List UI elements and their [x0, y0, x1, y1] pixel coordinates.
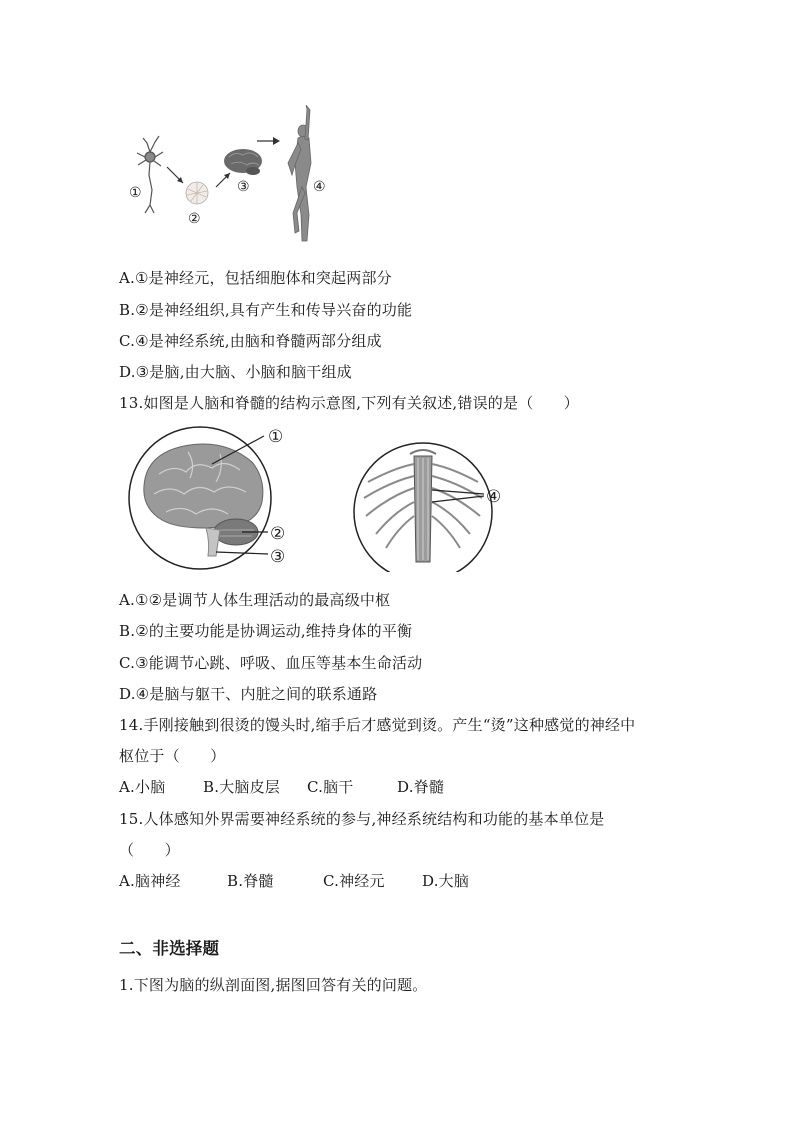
q14-options: [119, 777, 444, 797]
section-heading: 二、非选择题: [119, 939, 220, 958]
q15-options: [119, 871, 469, 891]
marker-4: ④: [313, 179, 326, 195]
q15-stem-line1: 15.人体感知外界需要神经系统的参与,神经系统结构和功能的基本单位是: [119, 810, 605, 828]
q14-option-c: C.脑干: [307, 778, 354, 796]
q15-option-d: D.大脑: [422, 872, 470, 890]
brain-diagram: [129, 427, 271, 569]
q14-option-d: D.脊髓: [397, 778, 445, 796]
q15-option-a: A.脑神经: [119, 872, 181, 890]
marker-1: ①: [129, 185, 142, 201]
marker-cerebrum: ①: [268, 427, 284, 447]
brain-drawing: [224, 149, 262, 175]
q14-option-b: B.大脑皮层: [203, 778, 280, 796]
human-body-drawing: [288, 105, 311, 241]
q12-option-d: D.③是脑,由大脑、小脑和脑干组成: [119, 363, 352, 381]
q13-option-a: A.①②是调节人体生理活动的最高级中枢: [119, 591, 391, 609]
tissue-drawing: [186, 182, 208, 204]
q15-option-b: B.脊髓: [227, 872, 274, 890]
q14-option-a: A.小脑: [119, 778, 166, 796]
marker-2: ②: [188, 211, 201, 227]
marker-3: ③: [237, 179, 250, 195]
marker-cerebellum: ②: [270, 524, 286, 544]
q12-option-c: C.④是神经系统,由脑和脊髓两部分组成: [119, 332, 382, 350]
section2-q1: 1.下图为脑的纵剖面图,据图回答有关的问题。: [119, 976, 428, 994]
marker-brainstem: ③: [270, 547, 286, 567]
q13-stem: 13.如图是人脑和脊髓的结构示意图,下列有关叙述,错误的是（ ）: [119, 394, 579, 412]
q14-stem-line2: 枢位于（ ）: [119, 747, 226, 765]
q15-option-c: C.神经元: [323, 872, 385, 890]
spinal-cord-diagram: [354, 443, 492, 572]
q14-stem-line1: 14.手刚接触到很烫的馒头时,缩手后才感觉到烫。产生“烫”这种感觉的神经中: [119, 716, 636, 734]
brain-spinal-cord-figure: [124, 424, 524, 572]
q13-option-c: C.③能调节心跳、呼吸、血压等基本生命活动: [119, 654, 423, 672]
q12-option-a: A.①是神经元，包括细胞体和突起两部分: [119, 269, 392, 287]
nervous-hierarchy-figure: [125, 105, 350, 245]
q13-option-d: D.④是脑与躯干、内脏之间的联系通路: [119, 685, 378, 703]
marker-spinal-cord: ④: [486, 487, 502, 507]
q12-option-b: B.②是神经组织,具有产生和传导兴奋的功能: [119, 301, 413, 319]
neuron-drawing: [137, 136, 163, 213]
q13-option-b: B.②的主要功能是协调运动,维持身体的平衡: [119, 622, 413, 640]
q15-stem-line2: （ ）: [119, 841, 180, 859]
